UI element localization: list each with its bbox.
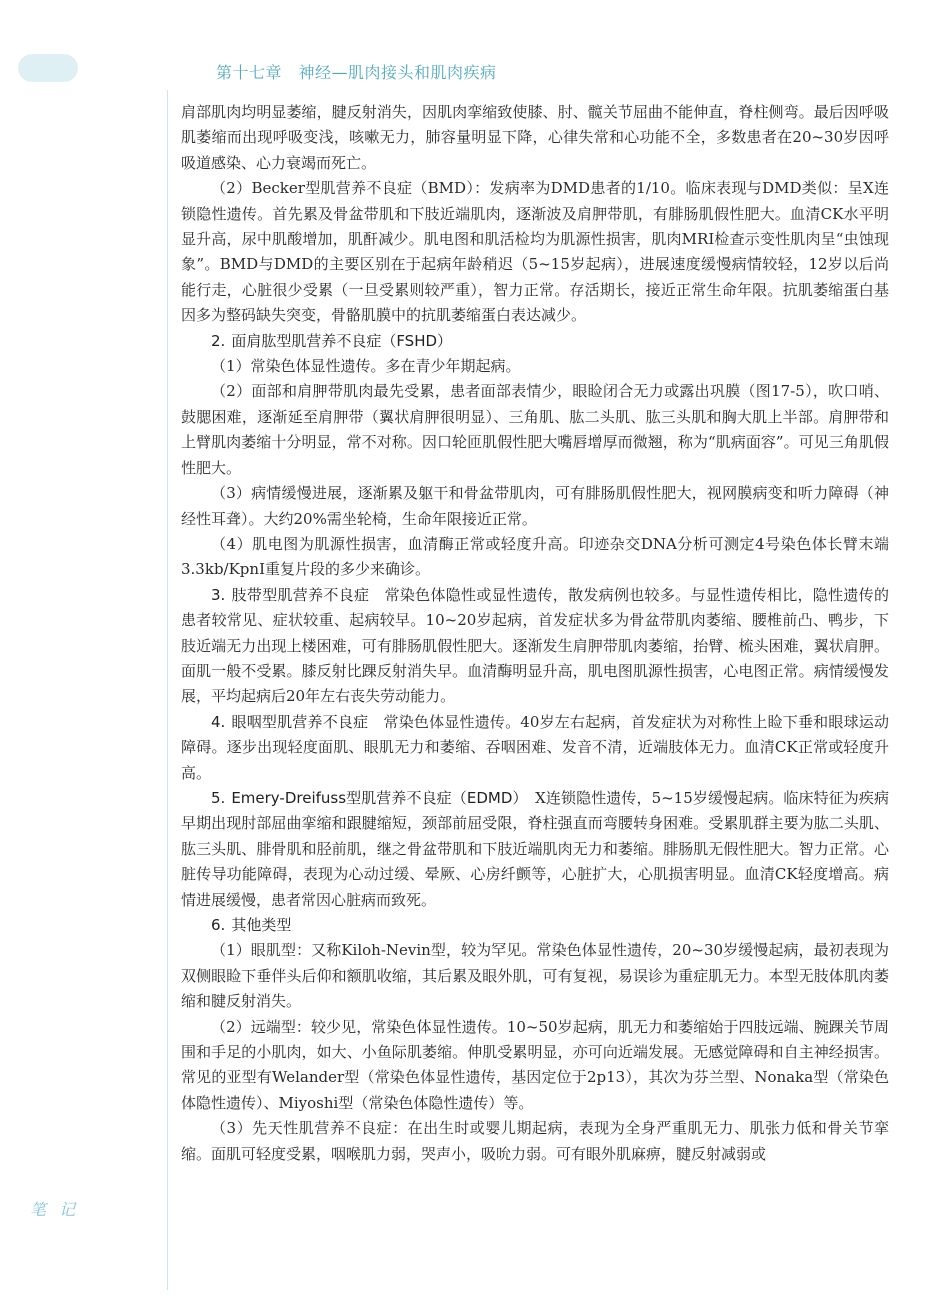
section-title: 其他类型 bbox=[231, 916, 292, 934]
paragraph-fshd-1: （1）常染色体显性遗传。多在青少年期起病。 bbox=[211, 357, 521, 376]
section-title: 肢带型肌营养不良症 bbox=[231, 585, 370, 604]
section-emery-dreifuss bbox=[181, 786, 889, 913]
page-body bbox=[181, 100, 889, 1167]
section-title: 眼咽型肌营养不良症 bbox=[231, 712, 369, 731]
section-heading-fshd bbox=[181, 329, 889, 354]
paragraph-fshd-2: （2）面部和肩胛带肌肉最先受累，患者面部表情少，眼睑闭合无力或露出巩膜（图17-5），吹口哨、鼓腮困难，逐渐延至肩胛带（翼状肩胛很明显）、三角肌、肱二头肌、肱三头肌和胸大肌上半部。肩胛带和上臂肌肉萎缩十分明显，常不对称。因口轮匝肌假性肥大嘴唇增厚而微翘，称为“肌病面容”。可见三角肌假性肥大。 bbox=[181, 382, 889, 477]
margin-divider bbox=[167, 90, 168, 1290]
chapter-tab-decoration bbox=[18, 54, 78, 82]
paragraph-fshd-3: （3）病情缓慢进展，逐渐累及躯干和骨盆带肌肉，可有腓肠肌假性肥大，视网膜病变和听力障碍（神经性耳聋）。大约20%需坐轮椅，生命年限接近正常。 bbox=[181, 484, 889, 528]
section-oculopharyngeal bbox=[181, 710, 889, 786]
paragraph-emery-dreifuss: X连锁隐性遗传，5~15岁缓慢起病。临床特征为疾病早期出现肘部屈曲挛缩和跟腱缩短，颈部前屈受限，脊柱强直而弯腰转身困难。受累肌群主要为肱二头肌、肱三头肌、腓骨肌和胫前肌，继之骨盆带肌和下肢近端肌肉无力和萎缩。腓肠肌无假性肥大。智力正常。心脏传导功能障碍，表现为心动过缓、晕厥、心房纤颤等，心脏扩大，心肌损害明显。血清CK轻度增高。病情进展缓慢，患者常因心脏病而致死。 bbox=[181, 788, 889, 909]
paragraph-limb-girdle: 常染色体隐性或显性遗传，散发病例也较多。与显性遗传相比，隐性遗传的患者较常见、症状较重、起病较早。10~20岁起病，首发症状多为骨盆带肌肉萎缩、腰椎前凸、鸭步，下肢近端无力出现上楼困难，可有腓肠肌假性肥大。逐渐发生肩胛带肌肉萎缩，抬臂、梳头困难，翼状肩胛。面肌一般不受累。膝反射比踝反射消失早。血清酶明显升高，肌电图肌源性损害，心电图正常。病情缓慢发展，平均起病后20年左右丧失劳动能力。 bbox=[181, 585, 889, 706]
section-number: 4. bbox=[211, 712, 226, 731]
paragraph-other-2: （2）远端型：较少见，常染色体显性遗传。10~50岁起病，肌无力和萎缩始于四肢远端、腕踝关节周围和手足的小肌肉，如大、小鱼际肌萎缩。伸肌受累明显，亦可向近端发展。无感觉障碍和自主神经损害。常见的亚型有Welander型（常染色体显性遗传，基因定位于2p13），其次为芬兰型、Nonaka型（常染色体隐性遗传）、Miyoshi型（常染色体隐性遗传）等。 bbox=[181, 1017, 889, 1112]
paragraph-becker: （2）Becker型肌营养不良症（BMD）：发病率为DMD患者的1/10。临床表现与DMD类似：呈X连锁隐性遗传。首先累及骨盆带肌和下肢近端肌肉，逐渐波及肩胛带肌，有腓肠肌假性肥大。血清CK水平明显升高，尿中肌酸增加，肌酐减少。肌电图和肌活检均为肌源性损害，肌肉MRI检查示变性肌肉呈“虫蚀现象”。BMD与DMD的主要区别在于起病年龄稍迟（5~15岁起病），进展速度缓慢病情较轻，12岁以后尚能行走，心脏很少受累（一旦受累则较严重），智力正常。存活期长，接近正常生命年限。抗肌萎缩蛋白基因多为整码缺失突变，骨骼肌膜中的抗肌萎缩蛋白表达减少。 bbox=[181, 179, 889, 325]
section-number: 3. bbox=[211, 585, 226, 604]
section-number: 2. bbox=[211, 331, 226, 350]
paragraph-other-3: （3）先天性肌营养不良症：在出生时或婴儿期起病，表现为全身严重肌无力、肌张力低和骨关节挛缩。面肌可轻度受累，咽喉肌力弱，哭声小，吸吮力弱。可有眼外肌麻痹，腱反射减弱或 bbox=[181, 1119, 889, 1163]
section-heading-other bbox=[181, 913, 889, 938]
section-number: 5. bbox=[211, 788, 226, 807]
paragraph-fshd-4: （4）肌电图为肌源性损害，血清酶正常或轻度升高。印迹杂交DNA分析可测定4号染色体长臂末端3.3kb/KpnI重复片段的多少来确诊。 bbox=[181, 534, 889, 579]
section-limb-girdle bbox=[181, 583, 889, 710]
paragraph-oculopharyngeal: 常染色体显性遗传。40岁左右起病，首发症状为对称性上睑下垂和眼球运动障碍。逐步出现轻度面肌、眼肌无力和萎缩、吞咽困难、发音不清，近端肢体无力。血清CK正常或轻度升高。 bbox=[181, 712, 889, 782]
paragraph-dmd-continued: 肩部肌肉均明显萎缩，腱反射消失，因肌肉挛缩致使膝、肘、髋关节屈曲不能伸直，脊柱侧弯。最后因呼吸肌萎缩而出现呼吸变浅，咳嗽无力，肺容量明显下降，心律失常和心功能不全，多数患者在20~30岁因呼吸道感染、心力衰竭而死亡。 bbox=[181, 103, 889, 172]
paragraph-other-1: （1）眼肌型：又称Kiloh-Nevin型，较为罕见。常染色体显性遗传，20~30岁缓慢起病，最初表现为双侧眼睑下垂伴头后仰和额肌收缩，其后累及眼外肌，可有复视，易误诊为重症肌无力。本型无肢体肌肉萎缩和腱反射消失。 bbox=[181, 941, 889, 1011]
chapter-title: 第十七章 神经—肌肉接头和肌肉疾病 bbox=[216, 63, 497, 82]
section-number: 6. bbox=[211, 916, 226, 934]
section-title: 面肩肱型肌营养不良症（FSHD） bbox=[231, 331, 453, 350]
section-title: Emery-Dreifuss型肌营养不良症（EDMD） bbox=[231, 788, 521, 807]
margin-note-label: 笔 记 bbox=[30, 1200, 80, 1219]
